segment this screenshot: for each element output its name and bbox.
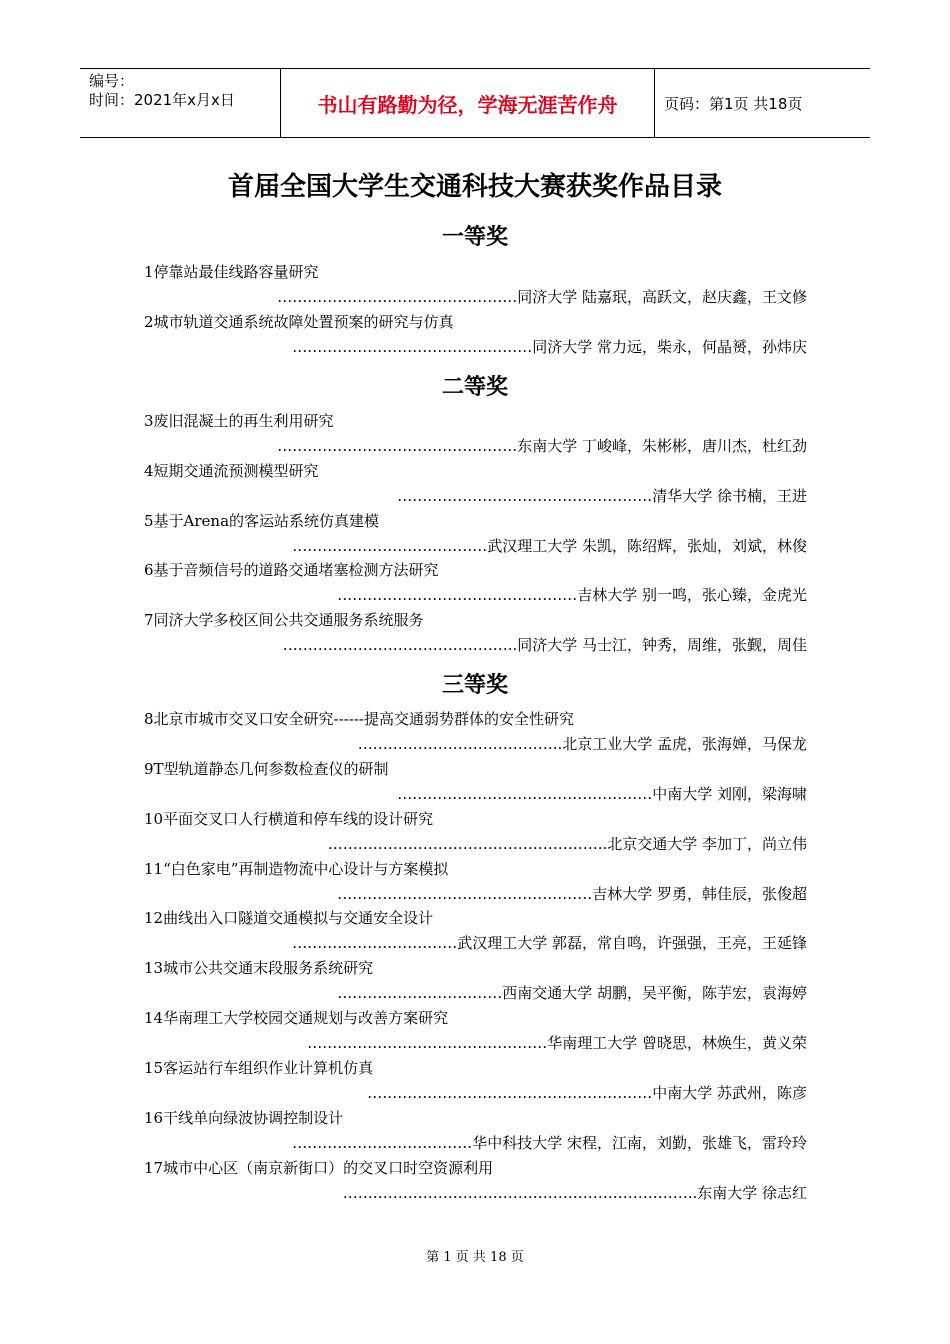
entry-authors: …………………………………………东南大学 丁峻峰，朱彬彬，唐川杰，杜红劲 [277, 437, 807, 455]
entry-authors: …………………………………………吉林大学 别一鸣，张心臻，金虎光 [337, 586, 807, 604]
entry-title: 8北京市城市交叉口安全研究------提高交通弱势群体的安全性研究 [144, 710, 574, 728]
motto-text: 书山有路勤为径，学海无涯苦作舟 [317, 92, 618, 117]
entry-authors: ………………………………………………..北京交通大学 李加丁，尚立伟 [327, 835, 807, 853]
entry-authors: ……………………………西南交通大学 胡鹏，吴平衡，陈芋宏，袁海婷 [337, 984, 807, 1002]
entry-authors: ……………………………武汉理工大学 郭磊，常自鸣，许强强，王亮，王延锋 [292, 934, 807, 952]
entry-authors: ………………………………………..同济大学 马士江，钟秀，周维，张觐，周佳 [282, 636, 807, 654]
entry-title: 7同济大学多校区间公共交通服务系统服务 [144, 611, 424, 629]
section-title-third-prize: 三等奖 [441, 673, 508, 698]
document-title: 首届全国大学生交通科技大赛获奖作品目录 [227, 172, 722, 202]
entry-title: 3废旧混凝土的再生利用研究 [144, 412, 334, 430]
entry-title: 16干线单向绿波协调控制设计 [144, 1109, 344, 1127]
entry-authors: …………………………………………………中南大学 苏武州，陈彦 [367, 1084, 807, 1102]
code-label: 编号： [89, 72, 135, 90]
entry-authors: …………………………………武汉理工大学 朱凯，陈绍辉，张灿，刘斌，林俊 [292, 537, 807, 555]
date-label: 时间：2021年x月x日 [89, 91, 235, 109]
entry-title: 2城市轨道交通系统故障处置预案的研究与仿真 [144, 313, 454, 331]
section-title-second-prize: 二等奖 [441, 375, 508, 400]
section-title-first-prize: 一等奖 [441, 225, 508, 250]
entry-title: 17城市中心区（南京新街口）的交叉口时空资源利用 [144, 1159, 494, 1177]
entry-authors: …………………………………..北京工业大学 孟虎，张海婵，马保龙 [357, 735, 807, 753]
entry-title: 10平面交叉口人行横道和停车线的设计研究 [144, 810, 434, 828]
header-meta-cell [80, 69, 281, 137]
entry-authors: …………………………………………华南理工大学 曾晓思，林焕生，黄义荣 [307, 1034, 807, 1052]
entry-authors: ………………………………华中科技大学 宋程，江南，刘勤，张雄飞，雷玲玲 [292, 1134, 807, 1152]
entry-title: 9T型轨道静态几何参数检查仪的研制 [144, 760, 389, 778]
entry-title: 13城市公共交通末段服务系统研究 [144, 959, 374, 977]
entry-authors: ……………………………………………吉林大学 罗勇，韩佳辰，张俊超 [337, 885, 807, 903]
page-info-cell [655, 69, 870, 137]
entry-authors: …………………………………………同济大学 常力远，柴永，何晶赟，孙炜庆 [292, 338, 807, 356]
entry-authors: ……………………………………………………………..东南大学 徐志红 [342, 1184, 807, 1202]
page-header [80, 68, 870, 138]
entry-title: 12曲线出入口隧道交通模拟与交通安全设计 [144, 909, 434, 927]
entry-title: 5基于Arena的客运站系统仿真建模 [144, 512, 380, 530]
motto-cell [281, 69, 655, 137]
entry-title: 11“白色家电”再制造物流中心设计与方案模拟 [144, 860, 449, 878]
entry-authors: ……………………………………………清华大学 徐书楠，王进 [397, 487, 807, 505]
entry-authors: …………………………………………同济大学 陆嘉珉，高跃文，赵庆鑫，王文修 [277, 288, 807, 306]
entry-title: 6基于音频信号的道路交通堵塞检测方法研究 [144, 561, 439, 579]
page-footer: 第 1 页 共 18 页 [426, 1250, 524, 1265]
entry-authors: ……………………………………………中南大学 刘刚，梁海啸 [397, 785, 807, 803]
entry-title: 1停靠站最佳线路容量研究 [144, 263, 319, 281]
entry-title: 15客运站行车组织作业计算机仿真 [144, 1059, 374, 1077]
page-info: 页码：第1页 共18页 [664, 94, 803, 113]
entry-title: 14华南理工大学校园交通规划与改善方案研究 [144, 1009, 449, 1027]
entry-title: 4短期交通流预测模型研究 [144, 462, 319, 480]
